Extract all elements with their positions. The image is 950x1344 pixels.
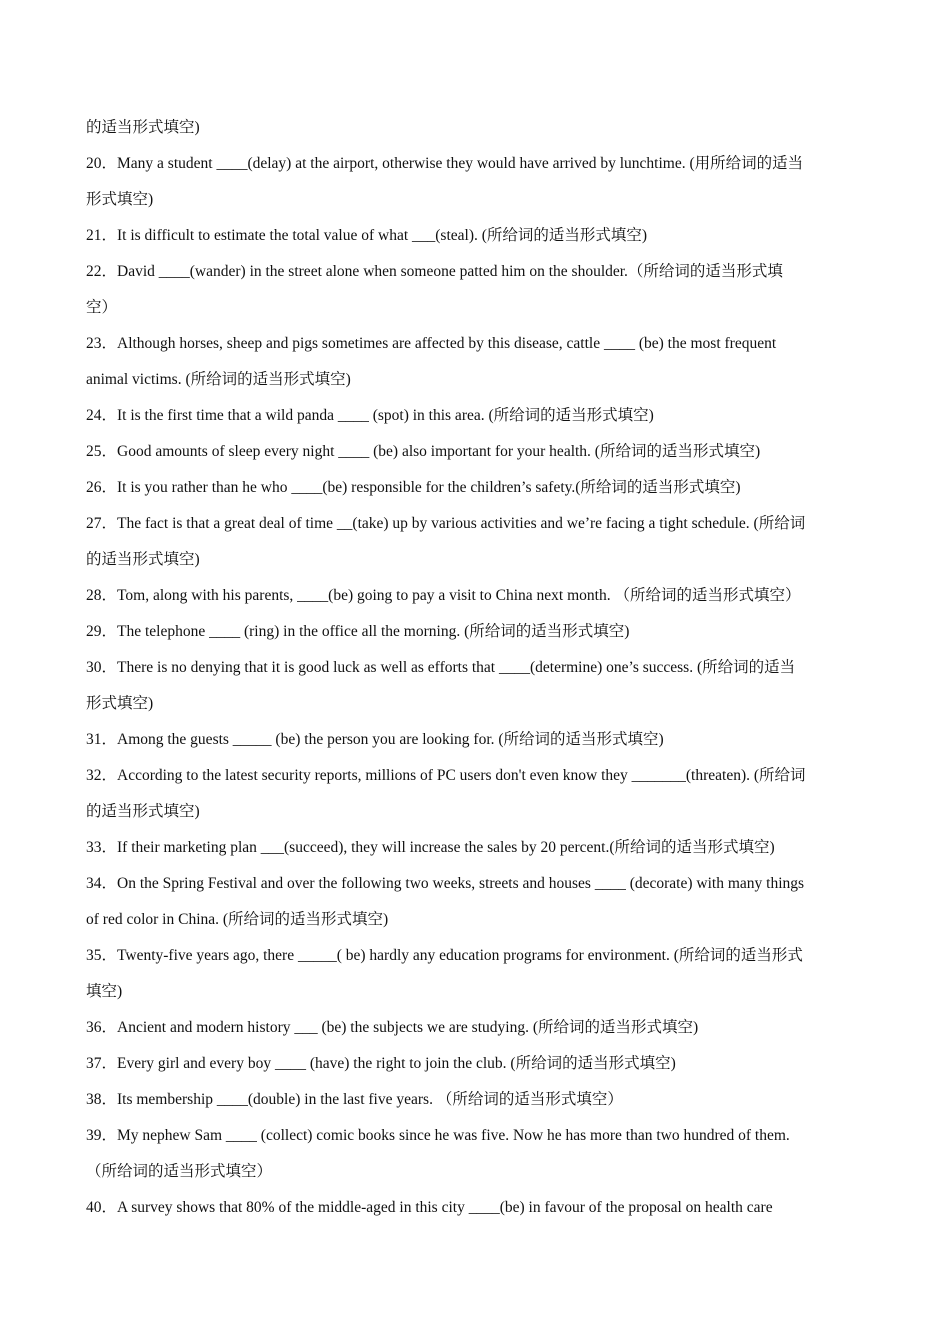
text-line: 形式填空) (86, 695, 154, 712)
question-21: 21．It is difficult to estimate the total value of what ___(steal). (所给词的适当形式填空) (86, 227, 648, 244)
question-35: 35．Twenty-five years ago, there _____( be) hardly any education programs for environment. (所给词的适当形式 (86, 947, 803, 964)
question-34: 34．On the Spring Festival and over the following two weeks, streets and houses ____ (decorate) with many things (86, 875, 805, 892)
text-line: （所给词的适当形式填空） (86, 1163, 273, 1180)
question-40: 40．A survey shows that 80% of the middle-aged in this city ____(be) in favour of the proposal on health care (86, 1199, 773, 1216)
question-20: 20．Many a student ____(delay) at the airport, otherwise they would have arrived by lunchtime. (用所给词的适当 (86, 155, 804, 172)
text-line: of red color in China. (所给词的适当形式填空) (86, 911, 389, 928)
question-32: 32．According to the latest security reports, millions of PC users don't even know they _______(threaten). (所给词 (86, 767, 806, 784)
question-39: 39．My nephew Sam ____ (collect) comic books since he was five. Now he has more than two hundred of them. (86, 1127, 790, 1144)
question-23: 23．Although horses, sheep and pigs sometimes are affected by this disease, cattle ____ (be) the most frequent (86, 335, 777, 352)
question-25: 25．Good amounts of sleep every night ____ (be) also important for your health. (所给词的适当形式填空) (86, 443, 761, 460)
question-29: 29．The telephone ____ (ring) in the office all the morning. (所给词的适当形式填空) (86, 623, 630, 640)
text-line: 的适当形式填空) (86, 119, 200, 136)
question-31: 31．Among the guests _____ (be) the person you are looking for. (所给词的适当形式填空) (86, 731, 664, 748)
text-line: 空） (86, 299, 118, 316)
question-26: 26．It is you rather than he who ____(be) responsible for the children’s safety.(所给词的适当形式填空) (86, 479, 741, 496)
text-line: 填空) (86, 983, 123, 1000)
question-38: 38．Its membership ____(double) in the last five years. （所给词的适当形式填空） (86, 1091, 623, 1108)
question-36: 36．Ancient and modern history ___ (be) the subjects we are studying. (所给词的适当形式填空) (86, 1019, 699, 1036)
question-24: 24．It is the first time that a wild panda ____ (spot) in this area. (所给词的适当形式填空) (86, 407, 654, 424)
question-22: 22．David ____(wander) in the street alone when someone patted him on the shoulder.（所给词的适当形式填 (86, 263, 783, 280)
text-line: 的适当形式填空) (86, 803, 200, 820)
question-28: 28．Tom, along with his parents, ____(be) going to pay a visit to China next month. （所给词的适当形式填空） (86, 587, 801, 604)
exercise-list (86, 110, 866, 1226)
question-27: 27．The fact is that a great deal of time __(take) up by various activities and we’re facing a tight schedule. (所给词 (86, 515, 806, 532)
question-37: 37．Every girl and every boy ____ (have) the right to join the club. (所给词的适当形式填空) (86, 1055, 676, 1072)
text-line: 的适当形式填空) (86, 551, 200, 568)
question-33: 33．If their marketing plan ___(succeed), they will increase the sales by 20 percent.(所给词的适当形式填空) (86, 839, 775, 856)
text-line: 形式填空) (86, 191, 154, 208)
text-line: animal victims. (所给词的适当形式填空) (86, 371, 351, 388)
question-30: 30．There is no denying that it is good luck as well as efforts that ____(determine) one’s success. (所给词的适当 (86, 659, 796, 676)
